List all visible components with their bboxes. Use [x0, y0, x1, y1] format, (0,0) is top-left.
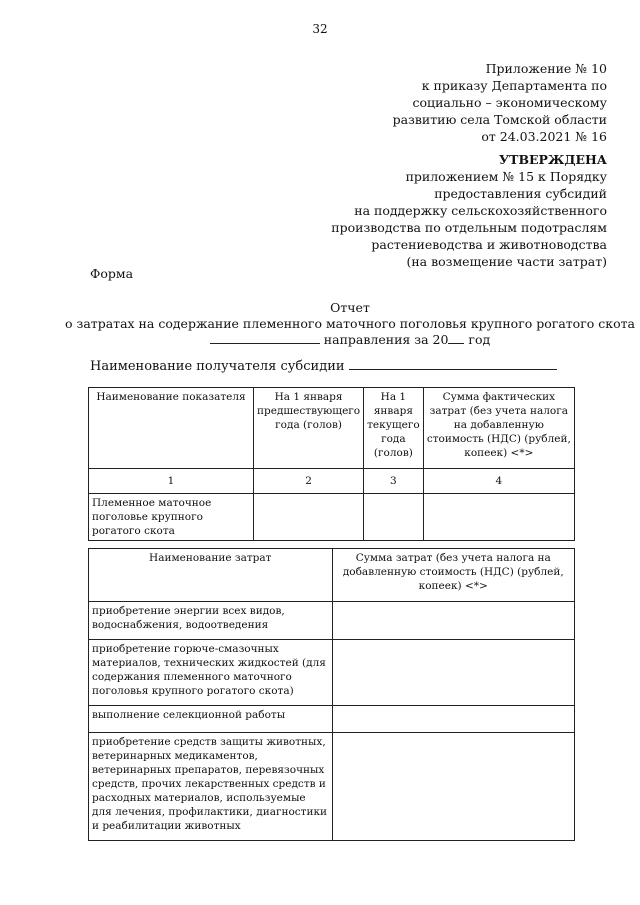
table-header-row [89, 388, 575, 469]
input-cell[interactable] [332, 706, 574, 733]
approved-block [331, 151, 607, 270]
herd-table [88, 387, 575, 541]
table-row [89, 602, 575, 640]
column-number: 2 [254, 469, 364, 494]
approved-line: на поддержку сельскохозяйственного [354, 203, 607, 218]
table-row [89, 733, 575, 841]
input-cell[interactable] [332, 602, 574, 640]
recipient-label: Наименование получателя субсидии [90, 359, 345, 374]
appendix-line: развитию села Томской области [392, 112, 607, 127]
column-number: 4 [423, 469, 574, 494]
input-cell[interactable] [332, 640, 574, 706]
costs-table [88, 548, 575, 841]
appendix-line: социально – экономическому [412, 95, 607, 110]
appendix-line: от 24.03.2021 № 16 [481, 129, 607, 144]
report-direction-line [60, 331, 640, 348]
input-cell[interactable] [254, 494, 364, 541]
year-blank[interactable] [448, 331, 464, 344]
row-label: Племенное маточное поголовье крупного рогатого скота [89, 494, 254, 541]
page-number: 32 [312, 22, 328, 36]
column-number: 3 [364, 469, 424, 494]
appendix-line: Приложение № 10 [485, 61, 607, 76]
input-cell[interactable] [423, 494, 574, 541]
direction-blank[interactable] [210, 331, 320, 344]
row-label: выполнение селекционной работы [89, 706, 333, 733]
column-header: На 1 января текущего года (голов) [364, 388, 424, 469]
row-label: приобретение средств защиты животных, ветеринарных медикаментов, ветеринарных препаратов, перевязочных средств, прочих лекарственных средств и расходных материалов, используемые для лечения, профилактики, диагностики и реабилитации животных [89, 733, 333, 841]
column-number: 1 [89, 469, 254, 494]
approved-line: производства по отдельным подотраслям [331, 220, 607, 235]
table-row [89, 706, 575, 733]
appendix-block [393, 60, 607, 145]
direction-text: направления за 20 [323, 332, 449, 347]
table-number-row [89, 469, 575, 494]
column-header: Сумма фактических затрат (без учета налога на добавленную стоимость (НДС) (рублей, копеек) <*> [423, 388, 574, 469]
column-header: Наименование показателя [89, 388, 254, 469]
report-title: Отчет [330, 300, 370, 315]
form-label: Форма [90, 266, 134, 281]
column-header: Наименование затрат [89, 549, 333, 602]
column-header: На 1 января предшествующего года (голов) [254, 388, 364, 469]
table-row [89, 640, 575, 706]
recipient-line [90, 357, 557, 374]
approved-line: предоставления субсидий [434, 186, 607, 201]
recipient-blank[interactable] [349, 357, 557, 370]
input-cell[interactable] [364, 494, 424, 541]
table-row [89, 494, 575, 541]
report-subtitle: о затратах на содержание племенного маточного поголовья крупного рогатого скота [65, 316, 635, 331]
table-header-row [89, 549, 575, 602]
row-label: приобретение энергии всех видов, водоснабжения, водоотведения [89, 602, 333, 640]
row-label: приобретение горюче-смазочных материалов, технических жидкостей (для содержания племенного маточного поголовья крупного рогатого скота) [89, 640, 333, 706]
approved-line: (на возмещение части затрат) [406, 254, 607, 269]
year-suffix: год [468, 332, 491, 347]
appendix-line: к приказу Департамента по [421, 78, 607, 93]
approved-title: УТВЕРЖДЕНА [499, 152, 607, 167]
column-header: Сумма затрат (без учета налога на добавленную стоимость (НДС) (рублей, копеек) <*> [332, 549, 574, 602]
input-cell[interactable] [332, 733, 574, 841]
approved-line: растениеводства и животноводства [371, 237, 607, 252]
approved-line: приложением № 15 к Порядку [405, 169, 607, 184]
